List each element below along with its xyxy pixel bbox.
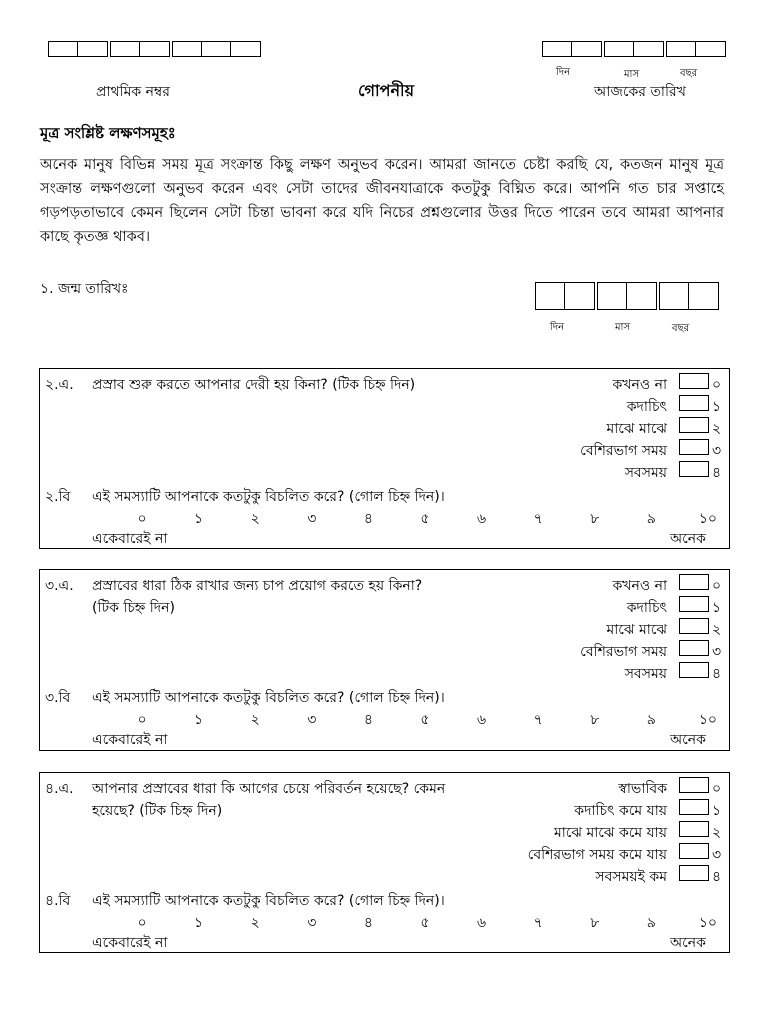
q3b-scale-low-label: একেবারেই না — [92, 732, 168, 748]
today-year-label: বছর — [680, 68, 698, 79]
q1-birth-date-label: ১. জন্ম তারিখঃ — [40, 281, 129, 297]
birth-month-label: মাস — [615, 322, 631, 333]
q2b-rating-scale — [130, 507, 720, 531]
q4b-scale-option[interactable]: ১০ — [698, 915, 718, 931]
q3a-option-checkbox[interactable] — [679, 618, 709, 634]
q4b-scale-option[interactable]: ৮ — [590, 915, 600, 931]
q2b-scale-option[interactable]: ৬ — [477, 511, 487, 527]
q3b-scale-option[interactable]: ৯ — [646, 712, 656, 728]
today-date-label: আজকের তারিখ — [594, 84, 686, 100]
q4a-option-value: ১ — [712, 803, 722, 819]
q3b-scale-option[interactable]: ৬ — [477, 712, 487, 728]
q3a-option-checkbox[interactable] — [679, 574, 709, 590]
q3b-text: এই সমস্যাটি আপনাকে কতটুকু বিচলিত করে? (গোল চিহ্ন দিন)। — [92, 690, 445, 706]
primary-number-label: প্রাথমিক নম্বর — [96, 84, 170, 100]
q3a-option-value: ১ — [712, 600, 722, 616]
q3a-option-value: ৪ — [712, 666, 722, 682]
q2a-option-checkbox[interactable] — [679, 373, 709, 389]
birth-year-label: বছর — [672, 323, 690, 334]
q4b-scale-option[interactable]: ২ — [250, 915, 260, 931]
question-section-4 — [39, 772, 730, 953]
primary-number-boxes[interactable] — [48, 41, 261, 57]
q2a-option-checkbox[interactable] — [679, 461, 709, 477]
q3b-scale-option[interactable]: ৩ — [307, 712, 317, 728]
q2b-scale-option[interactable]: ৫ — [420, 511, 430, 527]
q2b-scale-high-label: অনেক — [670, 531, 706, 547]
q4a-option-checkbox[interactable] — [679, 799, 709, 815]
q3b-scale-option[interactable]: ৮ — [590, 712, 600, 728]
q3b-scale-option[interactable]: ২ — [250, 712, 260, 728]
section-title: মূত্র সংশ্লিষ্ট লক্ষণসমূহঃ — [40, 124, 176, 142]
q3a-text-line2: (টিক চিহ্ন দিন) — [92, 600, 175, 616]
birth-date-boxes[interactable] — [535, 282, 719, 310]
q3b-scale-option[interactable]: ৭ — [533, 712, 543, 728]
q2a-text: প্রস্রাব শুরু করতে আপনার দেরী হয় কিনা? (টিক চিহ্ন দিন) — [92, 377, 416, 393]
q3b-scale-option[interactable]: ৫ — [420, 712, 430, 728]
q3a-number: ৩.এ. — [45, 578, 74, 594]
q4a-option-label: মাঝে মাঝে কমে যায় — [553, 825, 667, 841]
q4a-option-checkbox[interactable] — [679, 865, 709, 881]
q4a-option-label: কদাচিৎ কমে যায় — [574, 803, 667, 819]
q2a-option-value: ১ — [712, 399, 722, 415]
q3a-option-checkbox[interactable] — [679, 640, 709, 656]
q2a-option-label: বেশিরভাগ সময় — [580, 443, 667, 459]
today-month-label: মাস — [624, 69, 640, 80]
q2a-option-checkbox[interactable] — [679, 439, 709, 455]
q3a-option-label: বেশিরভাগ সময় — [580, 644, 667, 660]
q3a-option-value: ০ — [712, 578, 722, 594]
q2a-option-label: মাঝে মাঝে — [606, 421, 667, 437]
q2a-option-value: ২ — [712, 421, 722, 437]
q3a-option-value: ২ — [712, 622, 722, 638]
q4a-option-checkbox[interactable] — [679, 777, 709, 793]
q2a-option-label: কখনও না — [612, 377, 667, 393]
q4a-option-label: সবসময়ই কম — [595, 869, 667, 885]
q4b-text: এই সমস্যাটি আপনাকে কতটুকু বিচলিত করে? (গোল চিহ্ন দিন)। — [92, 893, 445, 909]
q2a-option-label: কদাচিৎ — [626, 399, 667, 415]
q3a-option-checkbox[interactable] — [679, 662, 709, 678]
q2b-number: ২.বি — [45, 489, 71, 505]
q3b-scale-option[interactable]: ১ — [194, 712, 204, 728]
q2b-scale-low-label: একেবারেই না — [92, 531, 168, 547]
q4b-scale-option[interactable]: ৪ — [363, 915, 373, 931]
q2b-scale-option[interactable]: ৭ — [533, 511, 543, 527]
q2a-option-value: ৩ — [712, 443, 722, 459]
q2a-option-label: সবসময় — [624, 465, 667, 481]
q4b-scale-option[interactable]: ৯ — [646, 915, 656, 931]
q2b-scale-option[interactable]: ৮ — [590, 511, 600, 527]
today-date-boxes[interactable] — [542, 41, 726, 57]
q4b-scale-option[interactable]: ৩ — [307, 915, 317, 931]
q2b-scale-option[interactable]: ২ — [250, 511, 260, 527]
q3a-option-label: কদাচিৎ — [626, 600, 667, 616]
confidential-heading: গোপনীয় — [358, 81, 415, 100]
q4b-scale-low-label: একেবারেই না — [92, 935, 168, 951]
q4a-number: ৪.এ. — [45, 781, 74, 797]
q3b-scale-option[interactable]: ৪ — [363, 712, 373, 728]
q4b-scale-option[interactable]: ৫ — [420, 915, 430, 931]
q2a-option-checkbox[interactable] — [679, 417, 709, 433]
q3a-option-checkbox[interactable] — [679, 596, 709, 612]
q4a-option-value: ৪ — [712, 869, 722, 885]
q3a-option-value: ৩ — [712, 644, 722, 660]
q2a-number: ২.এ. — [45, 377, 74, 393]
q4b-scale-option[interactable]: ৭ — [533, 915, 543, 931]
q4a-option-value: ০ — [712, 781, 722, 797]
question-section-3 — [39, 569, 730, 751]
q2b-scale-option[interactable]: ১ — [194, 511, 204, 527]
q4b-number: ৪.বি — [45, 893, 71, 909]
q3b-rating-scale — [130, 708, 720, 732]
q3a-text: প্রস্রাবের ধারা ঠিক রাখার জন্য চাপ প্রয়োগ করতে হয় কিনা? — [92, 578, 423, 594]
q3a-option-label: সবসময় — [624, 666, 667, 682]
q2b-scale-option[interactable]: ৯ — [646, 511, 656, 527]
question-section-2 — [39, 368, 730, 549]
q4a-text: আপনার প্রস্রাবের ধারা কি আগের চেয়ে পরিবর্তন হয়েছে? কেমন — [92, 781, 446, 797]
q3b-scale-option[interactable]: ০ — [137, 712, 147, 728]
q3b-scale-high-label: অনেক — [670, 732, 706, 748]
q3b-scale-option[interactable]: ১০ — [698, 712, 718, 728]
q3b-number: ৩.বি — [45, 690, 71, 706]
q4b-rating-scale — [130, 911, 720, 935]
q4a-option-label: বেশিরভাগ সময় কমে যায় — [527, 847, 667, 863]
q4b-scale-option[interactable]: ১ — [194, 915, 204, 931]
q2b-scale-option[interactable]: ৩ — [307, 511, 317, 527]
q4a-option-value: ২ — [712, 825, 722, 841]
birth-day-label: দিন — [550, 322, 565, 333]
today-day-label: দিন — [556, 67, 571, 78]
q3a-option-label: কখনও না — [612, 578, 667, 594]
q3a-option-label: মাঝে মাঝে — [606, 622, 667, 638]
q2b-scale-option[interactable]: ০ — [137, 511, 147, 527]
q4a-text-line2: হয়েছে? (টিক চিহ্ন দিন) — [92, 803, 223, 819]
q2b-text: এই সমস্যাটি আপনাকে কতটুকু বিচলিত করে? (গোল চিহ্ন দিন)। — [92, 489, 445, 505]
q2a-option-checkbox[interactable] — [679, 395, 709, 411]
q2b-scale-option[interactable]: ৪ — [363, 511, 373, 527]
q4b-scale-option[interactable]: ০ — [137, 915, 147, 931]
q2a-option-value: ৪ — [712, 465, 722, 481]
q4a-option-value: ৩ — [712, 847, 722, 863]
intro-paragraph: অনেক মানুষ বিভিন্ন সময় মূত্র সংক্রান্ত কিছু লক্ষণ অনুভব করেন। আমরা জানতে চেষ্টা করছি যে, কতজন মানুষ মূত্র সংক্রান্ত লক্ষণগুলো অনুভব করেন এবং সেটা তাদের জীবনযাত্রাকে কতটুকু বিঘ্নিত করে। আপনি গত চার সপ্তাহে গড়পড়তাভাবে কেমন ছিলেন সেটা চিন্তা ভাবনা করে যদি নিচের প্রশ্নগুলোর উত্তর দিতে পারেন তবে আমরা আপনার কাছে কৃতজ্ঞ থাকব। — [40, 157, 724, 245]
q4a-option-checkbox[interactable] — [679, 821, 709, 837]
q2a-option-value: ০ — [712, 377, 722, 393]
q4b-scale-option[interactable]: ৬ — [477, 915, 487, 931]
q4a-option-checkbox[interactable] — [679, 843, 709, 859]
q2b-scale-option[interactable]: ১০ — [698, 511, 718, 527]
q4b-scale-high-label: অনেক — [670, 935, 706, 951]
q4a-option-label: স্বাভাবিক — [618, 781, 667, 797]
